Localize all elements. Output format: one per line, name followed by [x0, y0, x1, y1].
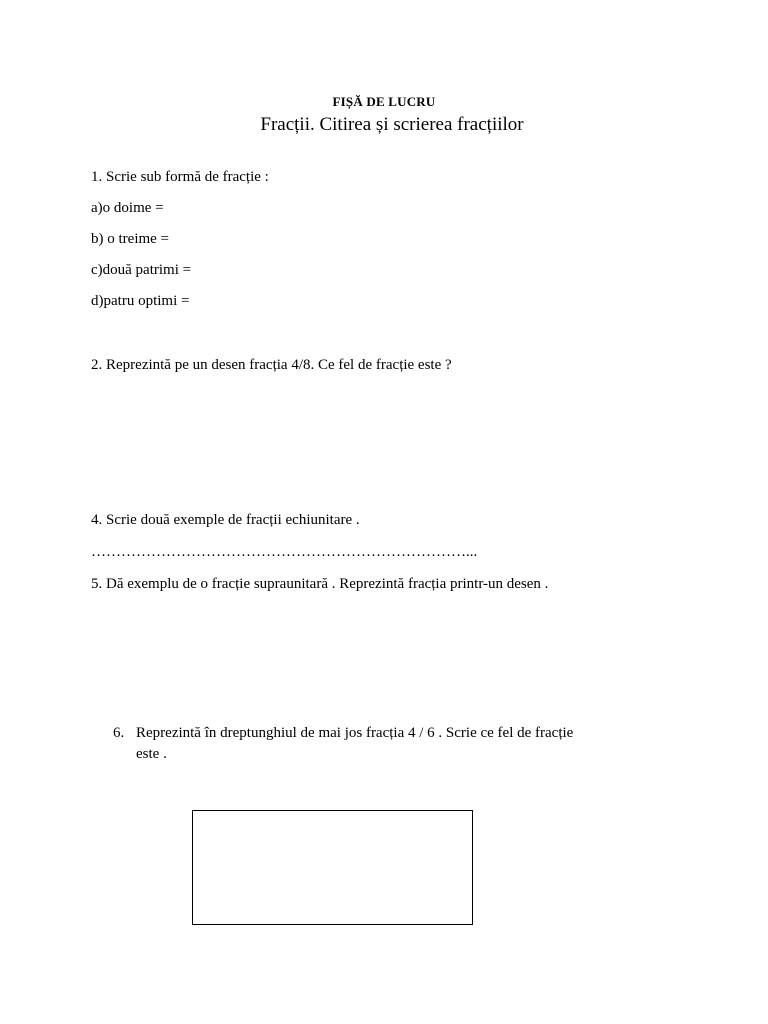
exercise-1-prompt: 1. Scrie sub formă de fracție : [91, 169, 269, 185]
exercise-6-prompt-line-1: Reprezintă în dreptunghiul de mai jos fracția 4 / 6 . Scrie ce fel de fracție [136, 725, 574, 741]
exercise-6-number: 6. [113, 725, 125, 741]
exercise-1-item-a: a)o doime = [91, 200, 164, 216]
exercise-4-prompt: 4. Scrie două exemple de fracții echiunitare . [91, 512, 360, 528]
exercise-1-item-d: d)patru optimi = [91, 293, 190, 309]
exercise-4-answer-line: …………………………………………………………………... [91, 544, 478, 560]
exercise-1-item-c: c)două patrimi = [91, 262, 192, 278]
exercise-1-item-b: b) o treime = [91, 231, 170, 247]
exercise-2-prompt: 2. Reprezintă pe un desen fracția 4/8. Ce fel de fracție este ? [91, 357, 452, 373]
exercise-6-prompt-line-2: este . [136, 746, 167, 762]
worksheet-label: FIȘĂ DE LUCRU [332, 94, 436, 109]
worksheet-title: Fracții. Citirea și scrierea fracțiilor [260, 114, 524, 135]
exercise-5-prompt: 5. Dă exemplu de o fracție supraunitară . Reprezintă fracția printr-un desen . [91, 576, 549, 592]
exercise-6-answer-rectangle [192, 810, 473, 925]
